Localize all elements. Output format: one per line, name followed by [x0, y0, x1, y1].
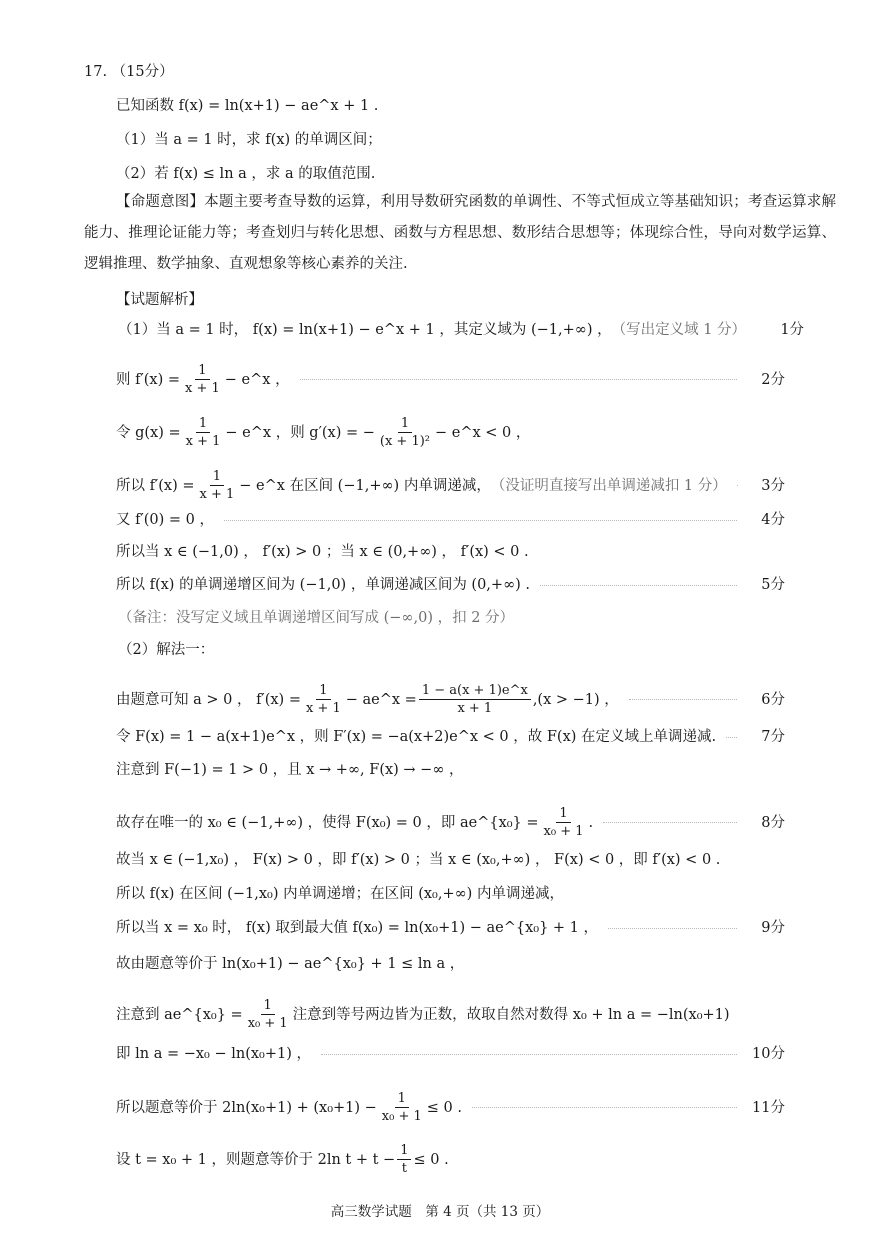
fraction — [379, 1090, 425, 1125]
fraction-denominator: t — [401, 1161, 407, 1176]
part1-line-2 — [116, 362, 785, 397]
part2-line-4 — [116, 805, 785, 840]
fraction-denominator: x₀ + 1 — [381, 1109, 422, 1124]
score-label: 3分 — [761, 477, 785, 494]
part1-line-4-note: （没证明直接写出单调递减扣 1 分） — [490, 477, 727, 494]
fraction-denominator: x₀ + 1 — [543, 824, 584, 839]
fraction — [541, 805, 587, 840]
fraction-numerator: 1 — [195, 362, 209, 380]
part2-line-1-post: ,(x > −1) ， — [532, 691, 619, 708]
score-label: 9分 — [761, 920, 785, 936]
fraction — [377, 415, 433, 450]
question-1-text: （1）当 a = 1 时，求 f(x) 的单调区间； — [116, 132, 382, 148]
fraction-denominator: x + 1 — [185, 381, 220, 396]
leader-dots — [224, 520, 737, 521]
problem-header-text: 17. （15分） — [84, 64, 174, 80]
part2-line-7-text: 所以当 x = x₀ 时， f(x) 取到最大值 f(x₀) = ln(x₀+1) − ae^{x₀} + 1 ， — [116, 920, 599, 936]
part2-line-4-post: . — [588, 814, 594, 831]
part1-line-4 — [116, 468, 785, 503]
part1-line-2-post: − e^x ， — [224, 371, 290, 388]
part2-line-9 — [116, 997, 785, 1032]
part2-line-1-mid: − ae^x = — [345, 691, 417, 708]
part2-line-9-pre: 注意到 ae^{x₀} = — [116, 1006, 243, 1023]
question-2-text: （2）若 f(x) ≤ ln a ，求 a 的取值范围. — [116, 166, 376, 182]
part2-line-11-pre: 所以题意等价于 2ln(x₀+1) + (x₀+1) − — [116, 1099, 377, 1116]
part2-line-3 — [116, 760, 785, 780]
part1-line-1-note: （写出定义域 1 分） — [611, 322, 747, 338]
fraction-numerator: 1 — [398, 415, 412, 433]
fraction — [419, 682, 531, 717]
analysis-header-text: 【试题解析】 — [116, 292, 203, 308]
part2-line-8 — [116, 954, 785, 974]
fraction-denominator: x + 1 — [305, 701, 341, 716]
leader-dots — [603, 822, 737, 823]
problem-header — [84, 62, 785, 82]
leader-dots — [321, 1054, 737, 1055]
fraction-denominator: x + 1 — [457, 701, 493, 716]
part1-line-7 — [116, 575, 785, 595]
fraction-denominator: x + 1 — [185, 434, 221, 449]
part1-line-7-text: 所以 f(x) 的单调递增区间为 (−1,0) ，单调递减区间为 (0,+∞) . — [116, 577, 531, 593]
fraction-denominator: x₀ + 1 — [247, 1016, 288, 1031]
question-1 — [116, 130, 785, 150]
fraction — [183, 415, 224, 450]
part2-line-12-pre: 设 t = x₀ + 1 ，则题意等价于 2ln t + t − — [116, 1151, 396, 1168]
intent-paragraph: 【命题意图】本题主要考查导数的运算，利用导数研究函数的单调性、不等式恒成立等基础知识；考查运算求解能力、推理论证能力等；考查划归与转化思想、函数与方程思想、数形结合思想等；体现综合性，导向对数学运算、逻辑推理、数学抽象、直观想象等核心素养的关注. — [84, 194, 836, 272]
part2-line-8-text: 故由题意等价于 ln(x₀+1) − ae^{x₀} + 1 ≤ ln a ， — [116, 956, 465, 972]
analysis-header — [116, 290, 785, 310]
part2-heading — [118, 640, 785, 660]
part2-line-5 — [116, 850, 785, 870]
leader-dots — [540, 585, 737, 586]
fraction — [303, 682, 344, 717]
part1-line-4-pre: 所以 f′(x) = — [116, 477, 195, 494]
part2-line-12-post: ≤ 0 . — [413, 1151, 449, 1168]
leader-dots — [726, 737, 737, 738]
fraction-denominator: (x + 1)² — [379, 434, 431, 449]
score-label: 1分 — [780, 322, 805, 338]
part2-heading-text: （2）解法一： — [118, 642, 215, 658]
part1-line-6 — [116, 542, 785, 562]
part2-line-2-text: 令 F(x) = 1 − a(x+1)e^x ，则 F′(x) = −a(x+2)e^x < 0 ，故 F(x) 在定义域上单调递减. — [116, 729, 717, 745]
part2-line-1-pre: 由题意可知 a > 0 ， f′(x) = — [116, 691, 301, 708]
part1-line-5-text: 又 f′(0) = 0 ， — [116, 512, 215, 528]
part2-line-4-pre: 故存在唯一的 x₀ ∈ (−1,+∞) ，使得 F(x₀) = 0 ，即 ae^{x₀} = — [116, 814, 539, 831]
part2-line-6-text: 所以 f(x) 在区间 (−1,x₀) 内单调递增；在区间 (x₀,+∞) 内单调递减， — [116, 886, 564, 902]
score-label: 4分 — [761, 512, 785, 528]
part2-line-2 — [116, 727, 785, 747]
score-label: 7分 — [761, 729, 785, 745]
part2-line-5-text: 故当 x ∈ (−1,x₀) ， F(x) > 0 ，即 f′(x) > 0 ；当 x ∈ (x₀,+∞) ， F(x) < 0 ，即 f′(x) < 0 . — [116, 852, 721, 868]
part2-line-6 — [116, 884, 785, 904]
fraction-numerator: 1 — [261, 997, 275, 1015]
fraction-numerator: 1 — [395, 1090, 409, 1108]
score-label: 2分 — [761, 371, 785, 388]
part1-line-4-post: − e^x 在区间 (−1,+∞) 内单调递减， — [239, 477, 491, 494]
part1-line-3-pre: 令 g(x) = — [116, 424, 181, 441]
fraction-denominator: x + 1 — [199, 487, 235, 502]
part1-line-3-post: − e^x < 0 ， — [435, 424, 531, 441]
page-footer: 高三数学试题 第 4 页（共 13 页） — [330, 1204, 550, 1220]
part1-line-6-text: 所以当 x ∈ (−1,0) ， f′(x) > 0 ；当 x ∈ (0,+∞) ， f′(x) < 0 . — [116, 544, 529, 560]
score-label: 11分 — [752, 1099, 785, 1116]
part1-line-1-text: （1）当 a = 1 时， f(x) = ln(x+1) − e^x + 1 ，其定义域为 (−1,+∞) ， — [118, 322, 612, 338]
fraction-numerator: 1 — [210, 468, 224, 486]
fraction-numerator: 1 — [196, 415, 210, 433]
part2-line-3-text: 注意到 F(−1) = 1 > 0 ，且 x → +∞, F(x) → −∞ ， — [116, 762, 464, 778]
score-label: 5分 — [761, 577, 785, 593]
score-label: 6分 — [761, 691, 785, 708]
score-label: 10分 — [752, 1046, 785, 1062]
score-label: 8分 — [761, 814, 785, 831]
fraction-numerator: 1 — [397, 1142, 411, 1160]
part2-line-12 — [116, 1142, 785, 1177]
fraction — [182, 362, 223, 397]
part1-line-3-mid: − e^x ，则 g′(x) = − — [225, 424, 375, 441]
part2-line-11-post: ≤ 0 . — [426, 1099, 462, 1116]
leader-dots — [300, 379, 737, 380]
fraction — [197, 468, 238, 503]
part1-remark — [118, 608, 785, 628]
fraction-numerator: 1 — [556, 805, 570, 823]
part2-line-10-text: 即 ln a = −x₀ − ln(x₀+1) ， — [116, 1046, 311, 1062]
fraction-numerator: 1 − a(x + 1)e^x — [419, 682, 531, 700]
leader-dots — [608, 928, 737, 929]
fraction — [397, 1142, 411, 1177]
part2-line-7 — [116, 918, 785, 938]
part2-line-11 — [116, 1090, 785, 1125]
part1-line-2-pre: 则 f′(x) = — [116, 371, 181, 388]
part1-remark-text: （备注：没写定义域且单调递增区间写成 (−∞,0) ，扣 2 分） — [118, 610, 515, 626]
problem-statement-text: 已知函数 f(x) = ln(x+1) − ae^x + 1 . — [116, 98, 379, 114]
question-2 — [116, 164, 785, 184]
part2-line-9-post: 注意到等号两边皆为正数，故取自然对数得 x₀ + ln a = −ln(x₀+1) — [292, 1006, 730, 1023]
part1-line-3 — [116, 415, 785, 450]
part2-line-1 — [116, 682, 785, 717]
leader-dots — [629, 699, 737, 700]
fraction-numerator: 1 — [316, 682, 330, 700]
part1-line-1 — [118, 320, 805, 340]
leader-dots — [472, 1107, 737, 1108]
problem-statement — [116, 96, 785, 116]
part1-line-5 — [116, 510, 785, 530]
fraction — [245, 997, 291, 1032]
part2-line-10 — [116, 1044, 785, 1064]
